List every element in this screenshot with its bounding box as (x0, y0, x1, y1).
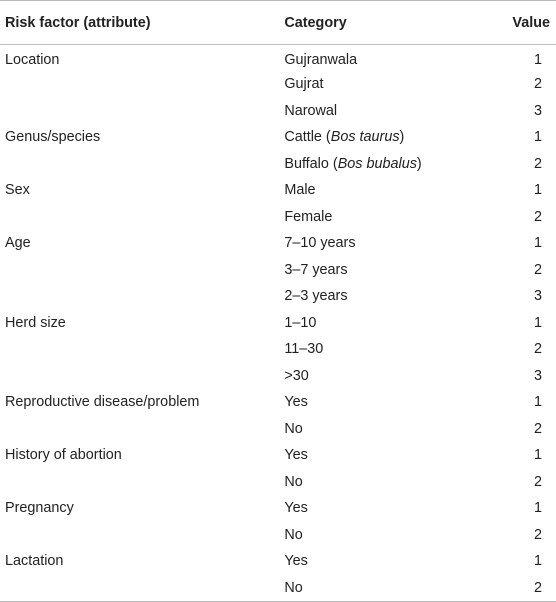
table-row (0, 177, 556, 204)
value-cell: 2 (533, 261, 542, 278)
category-cell: No (284, 473, 303, 490)
risk-factor-cell: Age (5, 235, 31, 252)
table-row (0, 336, 556, 363)
risk-factor-cell: Sex (5, 182, 30, 199)
value-cell: 2 (533, 76, 542, 93)
category-cell: Yes (284, 500, 308, 517)
category-cell: Yes (284, 394, 308, 411)
category-cell: Yes (284, 447, 308, 464)
value-cell: 1 (533, 500, 542, 517)
value-cell: 2 (533, 208, 542, 225)
value-cell: 2 (533, 341, 542, 358)
table-row (0, 495, 556, 522)
table-row (0, 522, 556, 549)
value-cell: 3 (533, 367, 542, 384)
header-category: Category (284, 14, 347, 31)
table-row (0, 230, 556, 257)
risk-factor-cell: Lactation (5, 553, 64, 570)
value-cell: 1 (533, 394, 542, 411)
risk-factor-cell (0, 522, 284, 549)
risk-factor-cell: Herd size (5, 314, 66, 331)
category-cell: Narowal (284, 102, 338, 119)
risk-factor-cell (0, 363, 284, 390)
value-cell: 3 (533, 288, 542, 305)
value-cell: 1 (533, 314, 542, 331)
risk-factor-cell: Genus/species (5, 129, 101, 146)
table-row (0, 98, 556, 125)
category-cell: Yes (284, 553, 308, 570)
category-cell: Female (284, 208, 333, 225)
table-body (0, 45, 556, 602)
category-suffix: ) (416, 155, 422, 172)
category-cell: Gujranwala (284, 51, 358, 68)
species-name: Bos bubalus (337, 155, 417, 172)
table-row (0, 310, 556, 337)
table-row (0, 389, 556, 416)
table-row (0, 469, 556, 496)
table-row (0, 575, 556, 602)
risk-factor-cell: Pregnancy (5, 500, 74, 517)
table-row (0, 363, 556, 390)
value-cell: 2 (533, 155, 542, 172)
risk-factor-cell (0, 257, 284, 284)
value-cell: 1 (533, 129, 542, 146)
table-row (0, 283, 556, 310)
category-cell: 3–7 years (284, 261, 348, 278)
category-suffix: ) (399, 129, 405, 146)
value-cell: 1 (533, 447, 542, 464)
category-cell: 1–10 (284, 314, 317, 331)
category-cell: Male (284, 182, 316, 199)
category-cell: No (284, 579, 303, 596)
value-cell: 2 (533, 526, 542, 543)
table-row (0, 442, 556, 469)
table-row (0, 124, 556, 151)
risk-factor-cell (0, 151, 284, 178)
table-row (0, 204, 556, 231)
risk-factor-cell (0, 575, 284, 602)
value-cell: 1 (533, 235, 542, 252)
value-cell: 1 (533, 182, 542, 199)
species-name: Bos taurus (330, 129, 400, 146)
risk-factor-cell: History of abortion (5, 447, 122, 464)
value-cell: 1 (533, 51, 542, 68)
table-header (0, 1, 556, 45)
category-cell (284, 124, 492, 151)
risk-factor-cell (0, 98, 284, 125)
category-cell: No (284, 526, 303, 543)
category-cell: 2–3 years (284, 288, 348, 305)
risk-factor-cell: Location (5, 51, 60, 68)
risk-factor-cell: Reproductive disease/problem (5, 394, 200, 411)
table-row (0, 71, 556, 98)
table-row (0, 548, 556, 575)
category-prefix: Cattle ( (284, 129, 331, 146)
value-cell: 2 (533, 579, 542, 596)
risk-factor-cell (0, 336, 284, 363)
risk-factor-cell (0, 416, 284, 443)
risk-factor-cell (0, 469, 284, 496)
table-row (0, 257, 556, 284)
category-cell: Gujrat (284, 76, 324, 93)
category-cell: 11–30 (284, 341, 324, 358)
risk-factor-cell (0, 71, 284, 98)
risk-factor-cell (0, 204, 284, 231)
value-cell: 3 (533, 102, 542, 119)
risk-factor-cell (0, 283, 284, 310)
category-cell (284, 151, 492, 178)
header-row (0, 1, 556, 45)
category-prefix: Buffalo ( (284, 155, 338, 172)
category-cell: 7–10 years (284, 235, 356, 252)
header-risk-factor: Risk factor (attribute) (5, 14, 151, 31)
header-value: Value (512, 14, 550, 31)
category-cell: >30 (284, 367, 309, 384)
value-cell: 1 (533, 553, 542, 570)
table-row (0, 151, 556, 178)
table-row (0, 45, 556, 72)
category-cell: No (284, 420, 303, 437)
value-cell: 2 (533, 473, 542, 490)
value-cell: 2 (533, 420, 542, 437)
table-row (0, 416, 556, 443)
